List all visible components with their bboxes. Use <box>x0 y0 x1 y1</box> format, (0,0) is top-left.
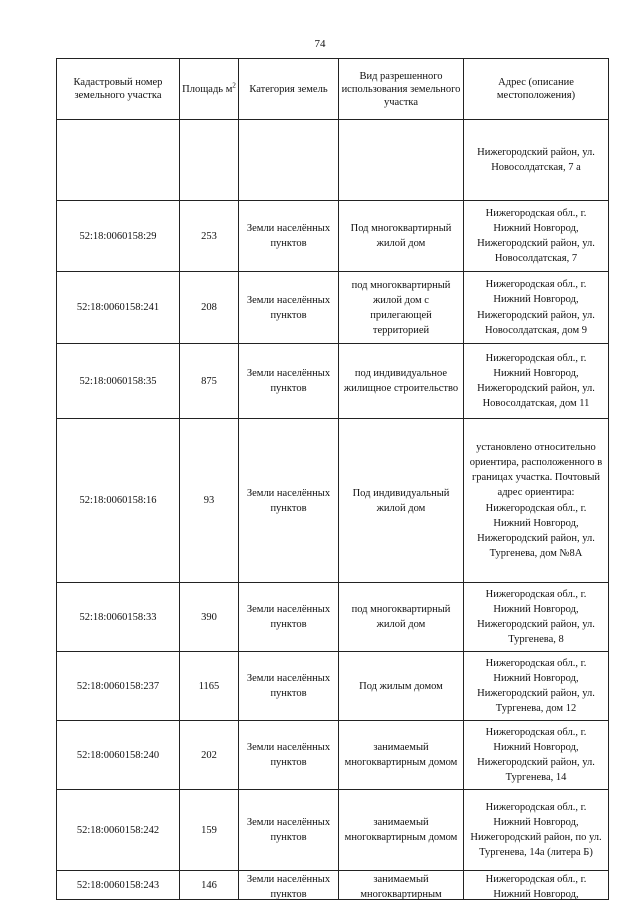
header-category: Категория земель <box>239 59 339 120</box>
cell-category: Земли населённых пунктов <box>239 652 339 721</box>
cell-area: 202 <box>180 721 239 790</box>
cell-category: Земли населённых пунктов <box>239 419 339 583</box>
cell-address: Нижегородская обл., г. Нижний Новгород, Нижегородский район, ул. Новосолдатская, дом 9 <box>464 272 609 344</box>
cell-permitted-use: под индивидуальное жилищное строительство <box>339 344 464 419</box>
header-area-label: Площадь м <box>182 83 233 95</box>
cell-cadastral: 52:18:0060158:29 <box>57 201 180 272</box>
cell-area: 390 <box>180 583 239 652</box>
land-plots-table <box>56 58 609 900</box>
cell-cadastral: 52:18:0060158:240 <box>57 721 180 790</box>
cell-cadastral: 52:18:0060158:241 <box>57 272 180 344</box>
header-cadastral: Кадастровый номер земельного участка <box>57 59 180 120</box>
cell-permitted-use: Под жилым домом <box>339 652 464 721</box>
cell-category: Земли населённых пунктов <box>239 272 339 344</box>
cell-cadastral: 52:18:0060158:242 <box>57 790 180 871</box>
cell-cadastral: 52:18:0060158:35 <box>57 344 180 419</box>
table-row <box>57 120 609 201</box>
table-row <box>57 871 609 900</box>
cell-address: Нижегородская обл., г. Нижний Новгород, Нижегородский район, ул. Тургенева, 14 <box>464 721 609 790</box>
cell-category: Земли населённых пунктов <box>239 201 339 272</box>
header-address: Адрес (описание местоположения) <box>464 59 609 120</box>
cell-area: 159 <box>180 790 239 871</box>
cell-area: 1165 <box>180 652 239 721</box>
cell-category: Земли населённых пунктов <box>239 790 339 871</box>
cell-category <box>239 120 339 201</box>
cell-address: Нижегородский район, ул. Новосолдатская, 7 а <box>464 120 609 201</box>
header-area-unit-exponent: 2 <box>232 81 236 89</box>
page-number: 74 <box>314 38 326 50</box>
table-row <box>57 344 609 419</box>
cell-permitted-use: занимаемый многоквартирным домом <box>339 790 464 871</box>
cell-cadastral: 52:18:0060158:33 <box>57 583 180 652</box>
cell-permitted-use: под многоквартирный жилой дом с прилегающей территорией <box>339 272 464 344</box>
table-header-row <box>57 59 609 120</box>
cell-address: Нижегородская обл., г. Нижний Новгород, Нижегородский район, ул. Новосолдатская, дом 11 <box>464 344 609 419</box>
cell-area: 208 <box>180 272 239 344</box>
header-area <box>180 59 239 120</box>
cell-area: 146 <box>180 871 239 900</box>
header-permitted-use: Вид разрешенного использования земельного участка <box>339 59 464 120</box>
cell-address: Нижегородская обл., г. Нижний Новгород, Нижегородский район, ул. Тургенева, дом 12 <box>464 652 609 721</box>
table-row <box>57 721 609 790</box>
table-row <box>57 201 609 272</box>
cell-permitted-use: Под индивидуальный жилой дом <box>339 419 464 583</box>
cell-cadastral <box>57 120 180 201</box>
table-row <box>57 272 609 344</box>
table-row <box>57 583 609 652</box>
cell-area: 253 <box>180 201 239 272</box>
cell-area <box>180 120 239 201</box>
cell-cadastral: 52:18:0060158:237 <box>57 652 180 721</box>
cell-area: 875 <box>180 344 239 419</box>
cell-permitted-use <box>339 120 464 201</box>
cell-cadastral: 52:18:0060158:16 <box>57 419 180 583</box>
cell-category: Земли населённых пунктов <box>239 344 339 419</box>
cell-address: Нижегородская обл., г. Нижний Новгород, Нижегородский район, ул. Новосолдатская, 7 <box>464 201 609 272</box>
table-row <box>57 419 609 583</box>
table-row <box>57 652 609 721</box>
cell-category: Земли населённых пунктов <box>239 721 339 790</box>
cell-permitted-use: Под многоквартирный жилой дом <box>339 201 464 272</box>
cell-address: Нижегородская обл., г. Нижний Новгород, Нижегородский район, ул. Тургенева, 8 <box>464 583 609 652</box>
table-row <box>57 790 609 871</box>
cell-permitted-use: под многоквартирный жилой дом <box>339 583 464 652</box>
cell-address: установлено относительно ориентира, расположенного в границах участка. Почтовый адрес ориентира: Нижегородская обл., г. Нижний Новгород, Нижегородский район, ул. Тургенева, дом №8А <box>464 419 609 583</box>
cell-category <box>239 871 339 900</box>
cell-category: Земли населённых пунктов <box>239 583 339 652</box>
cell-permitted-use: занимаемый многоквартирным домом <box>339 721 464 790</box>
cell-address: Нижегородская обл., г. Нижний Новгород, Нижегородский район, по ул. Тургенева, 14а (литера Б) <box>464 790 609 871</box>
cell-permitted-use-text: занимаемый многоквартирным <box>360 873 442 899</box>
cell-permitted-use <box>339 871 464 900</box>
cell-area: 93 <box>180 419 239 583</box>
cell-category-text: Земли населённых пунктов <box>246 873 331 899</box>
cell-address-text: Нижегородская обл., г. Нижний Новгород, <box>485 873 587 899</box>
cell-cadastral: 52:18:0060158:243 <box>57 871 180 900</box>
cell-address <box>464 871 609 900</box>
